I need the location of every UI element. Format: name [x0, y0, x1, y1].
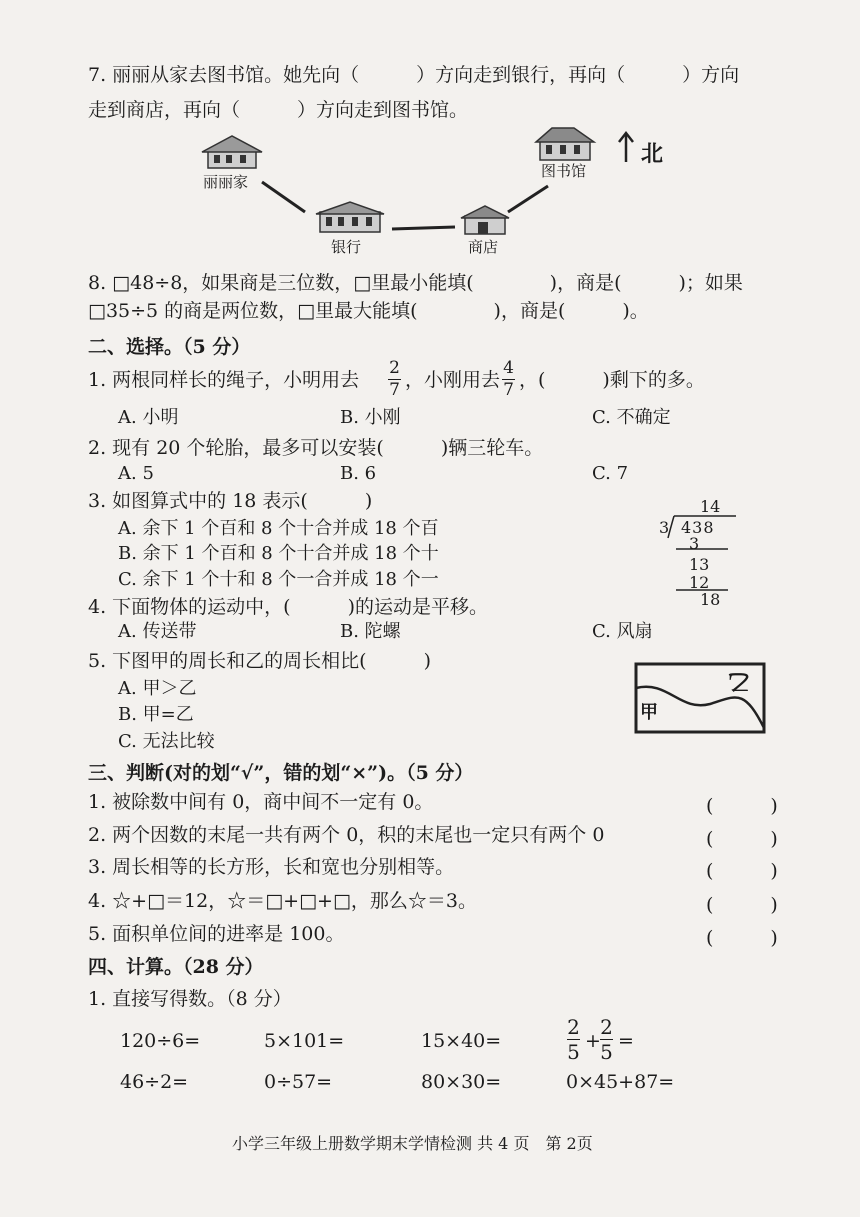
- judge-answer-3: ( ): [706, 860, 778, 882]
- q2-1-option-a: A. 小明: [118, 407, 179, 428]
- judge-item-1: 1. 被除数中间有 0，商中间不一定有 0。: [88, 791, 434, 813]
- q2-3-option-b: B. 余下 1 个百和 8 个十合并成 18 个十: [118, 543, 439, 564]
- bank-building-icon: [316, 202, 384, 232]
- judge-item-4: 4. ☆+□＝12，☆＝□+□+□，那么☆＝3。: [88, 890, 477, 912]
- north-label: 北: [641, 141, 664, 167]
- calc-1-3: 15×40=: [421, 1030, 502, 1052]
- q2-4-option-c: C. 风扇: [592, 621, 653, 642]
- q2-1-post: ，( )剩下的多。: [519, 369, 705, 391]
- q2-5-text: 5. 下图甲的周长和乙的周长相比( ): [88, 650, 431, 672]
- division-dividend: 438: [681, 518, 715, 537]
- q2-4-option-a: A. 传送带: [118, 621, 197, 642]
- fraction-denominator: 5: [600, 1040, 613, 1064]
- fraction-numerator: 4: [503, 358, 514, 378]
- calc-2-1: 46÷2=: [120, 1071, 189, 1093]
- page-footer: 小学三年级上册数学期末学情检测 共 4 页 第 2页: [232, 1134, 593, 1153]
- calc-1-2: 5×101=: [264, 1030, 345, 1052]
- q2-2-option-b: B. 6: [340, 463, 377, 484]
- q2-1-option-b: B. 小刚: [340, 407, 401, 428]
- q2-3-text: 3. 如图算式中的 18 表示( ): [88, 490, 373, 512]
- q8-line-2: □35÷5 的商是两位数，□里最大能填( )，商是( )。: [88, 300, 649, 322]
- calc-2-2: 0÷57=: [264, 1071, 333, 1093]
- bank-label: 银行: [331, 238, 362, 256]
- home-building-icon: [202, 136, 262, 168]
- q2-4-text: 4. 下面物体的运动中，( )的运动是平移。: [88, 596, 488, 618]
- judge-item-3: 3. 周长相等的长方形，长和宽也分别相等。: [88, 856, 455, 878]
- jia-label: 甲: [640, 702, 658, 723]
- q2-1-pre: 1. 两根同样长的绳子，小明用去: [88, 369, 360, 391]
- division-divisor: 3: [659, 518, 670, 537]
- fraction-numerator: 2: [389, 358, 400, 378]
- q7-line-1: 7. 丽丽从家去图书馆。她先向（ ）方向走到银行，再向（ ）方向: [88, 64, 740, 86]
- q2-1-mid: ，小刚用去: [405, 369, 501, 391]
- judge-answer-4: ( ): [706, 894, 778, 916]
- fraction-numerator: 2: [600, 1015, 613, 1039]
- calc-1-1: 120÷6=: [120, 1030, 201, 1052]
- store-label: 商店: [468, 238, 499, 256]
- q2-2-option-c: C. 7: [592, 463, 629, 484]
- calc-2-4: 0×45+87=: [566, 1071, 675, 1093]
- q8-line-1: 8. □48÷8，如果商是三位数，□里最小能填( )，商是( )；如果: [88, 272, 743, 294]
- calc-frac-op: +: [585, 1030, 601, 1052]
- section-3-title: 三、判断(对的划“√”，错的划“×”)。（5 分）: [88, 762, 474, 784]
- fraction-denominator: 7: [389, 380, 400, 400]
- library-label: 图书馆: [541, 162, 587, 180]
- fraction-denominator: 7: [503, 380, 514, 400]
- q2-2-text: 2. 现有 20 个轮胎，最多可以安装( )辆三轮车。: [88, 437, 544, 459]
- q2-1-option-c: C. 不确定: [592, 407, 671, 428]
- judge-item-2: 2. 两个因数的末尾一共有两个 0，积的末尾也一定只有两个 0: [88, 824, 605, 846]
- home-label: 丽丽家: [203, 173, 249, 191]
- section-4-title: 四、计算。（28 分）: [88, 956, 264, 978]
- judge-answer-5: ( ): [706, 927, 778, 949]
- yi-label: 乙: [728, 668, 751, 694]
- q2-3-option-a: A. 余下 1 个百和 8 个十合并成 18 个百: [118, 518, 439, 539]
- store-building-icon: [461, 206, 509, 234]
- division-step-1: 3: [689, 534, 700, 553]
- calc-frac-b: [600, 1017, 613, 1062]
- division-step-2: 13: [689, 555, 710, 574]
- calc-frac-eq: =: [618, 1030, 634, 1052]
- q2-4-option-b: B. 陀螺: [340, 621, 401, 642]
- calc-2-3: 80×30=: [421, 1071, 502, 1093]
- division-remainder: 18: [700, 590, 721, 609]
- fraction-denominator: 5: [567, 1040, 580, 1064]
- calc-frac-a: [567, 1017, 580, 1062]
- north-arrow-icon: [619, 133, 633, 162]
- q2-2-option-a: A. 5: [118, 463, 154, 484]
- division-quotient: 14: [700, 497, 721, 516]
- calc-sub-1: 1. 直接写得数。（8 分）: [88, 988, 292, 1010]
- q7-line-2: 走到商店，再向（ ）方向走到图书馆。: [88, 99, 469, 121]
- q2-5-option-b: B. 甲=乙: [118, 704, 194, 725]
- library-building-icon: [536, 128, 594, 160]
- section-2-title: 二、选择。（5 分）: [88, 336, 251, 358]
- fraction-4-7: [502, 360, 515, 399]
- q2-5-option-a: A. 甲＞乙: [118, 678, 197, 699]
- judge-answer-2: ( ): [706, 828, 778, 850]
- division-step-3: 12: [689, 573, 710, 592]
- q2-5-option-c: C. 无法比较: [118, 731, 215, 752]
- q2-3-option-c: C. 余下 1 个十和 8 个一合并成 18 个一: [118, 569, 439, 590]
- fraction-numerator: 2: [567, 1015, 580, 1039]
- fraction-2-7: [388, 360, 401, 399]
- judge-item-5: 5. 面积单位间的进率是 100。: [88, 923, 345, 945]
- judge-answer-1: ( ): [706, 795, 778, 817]
